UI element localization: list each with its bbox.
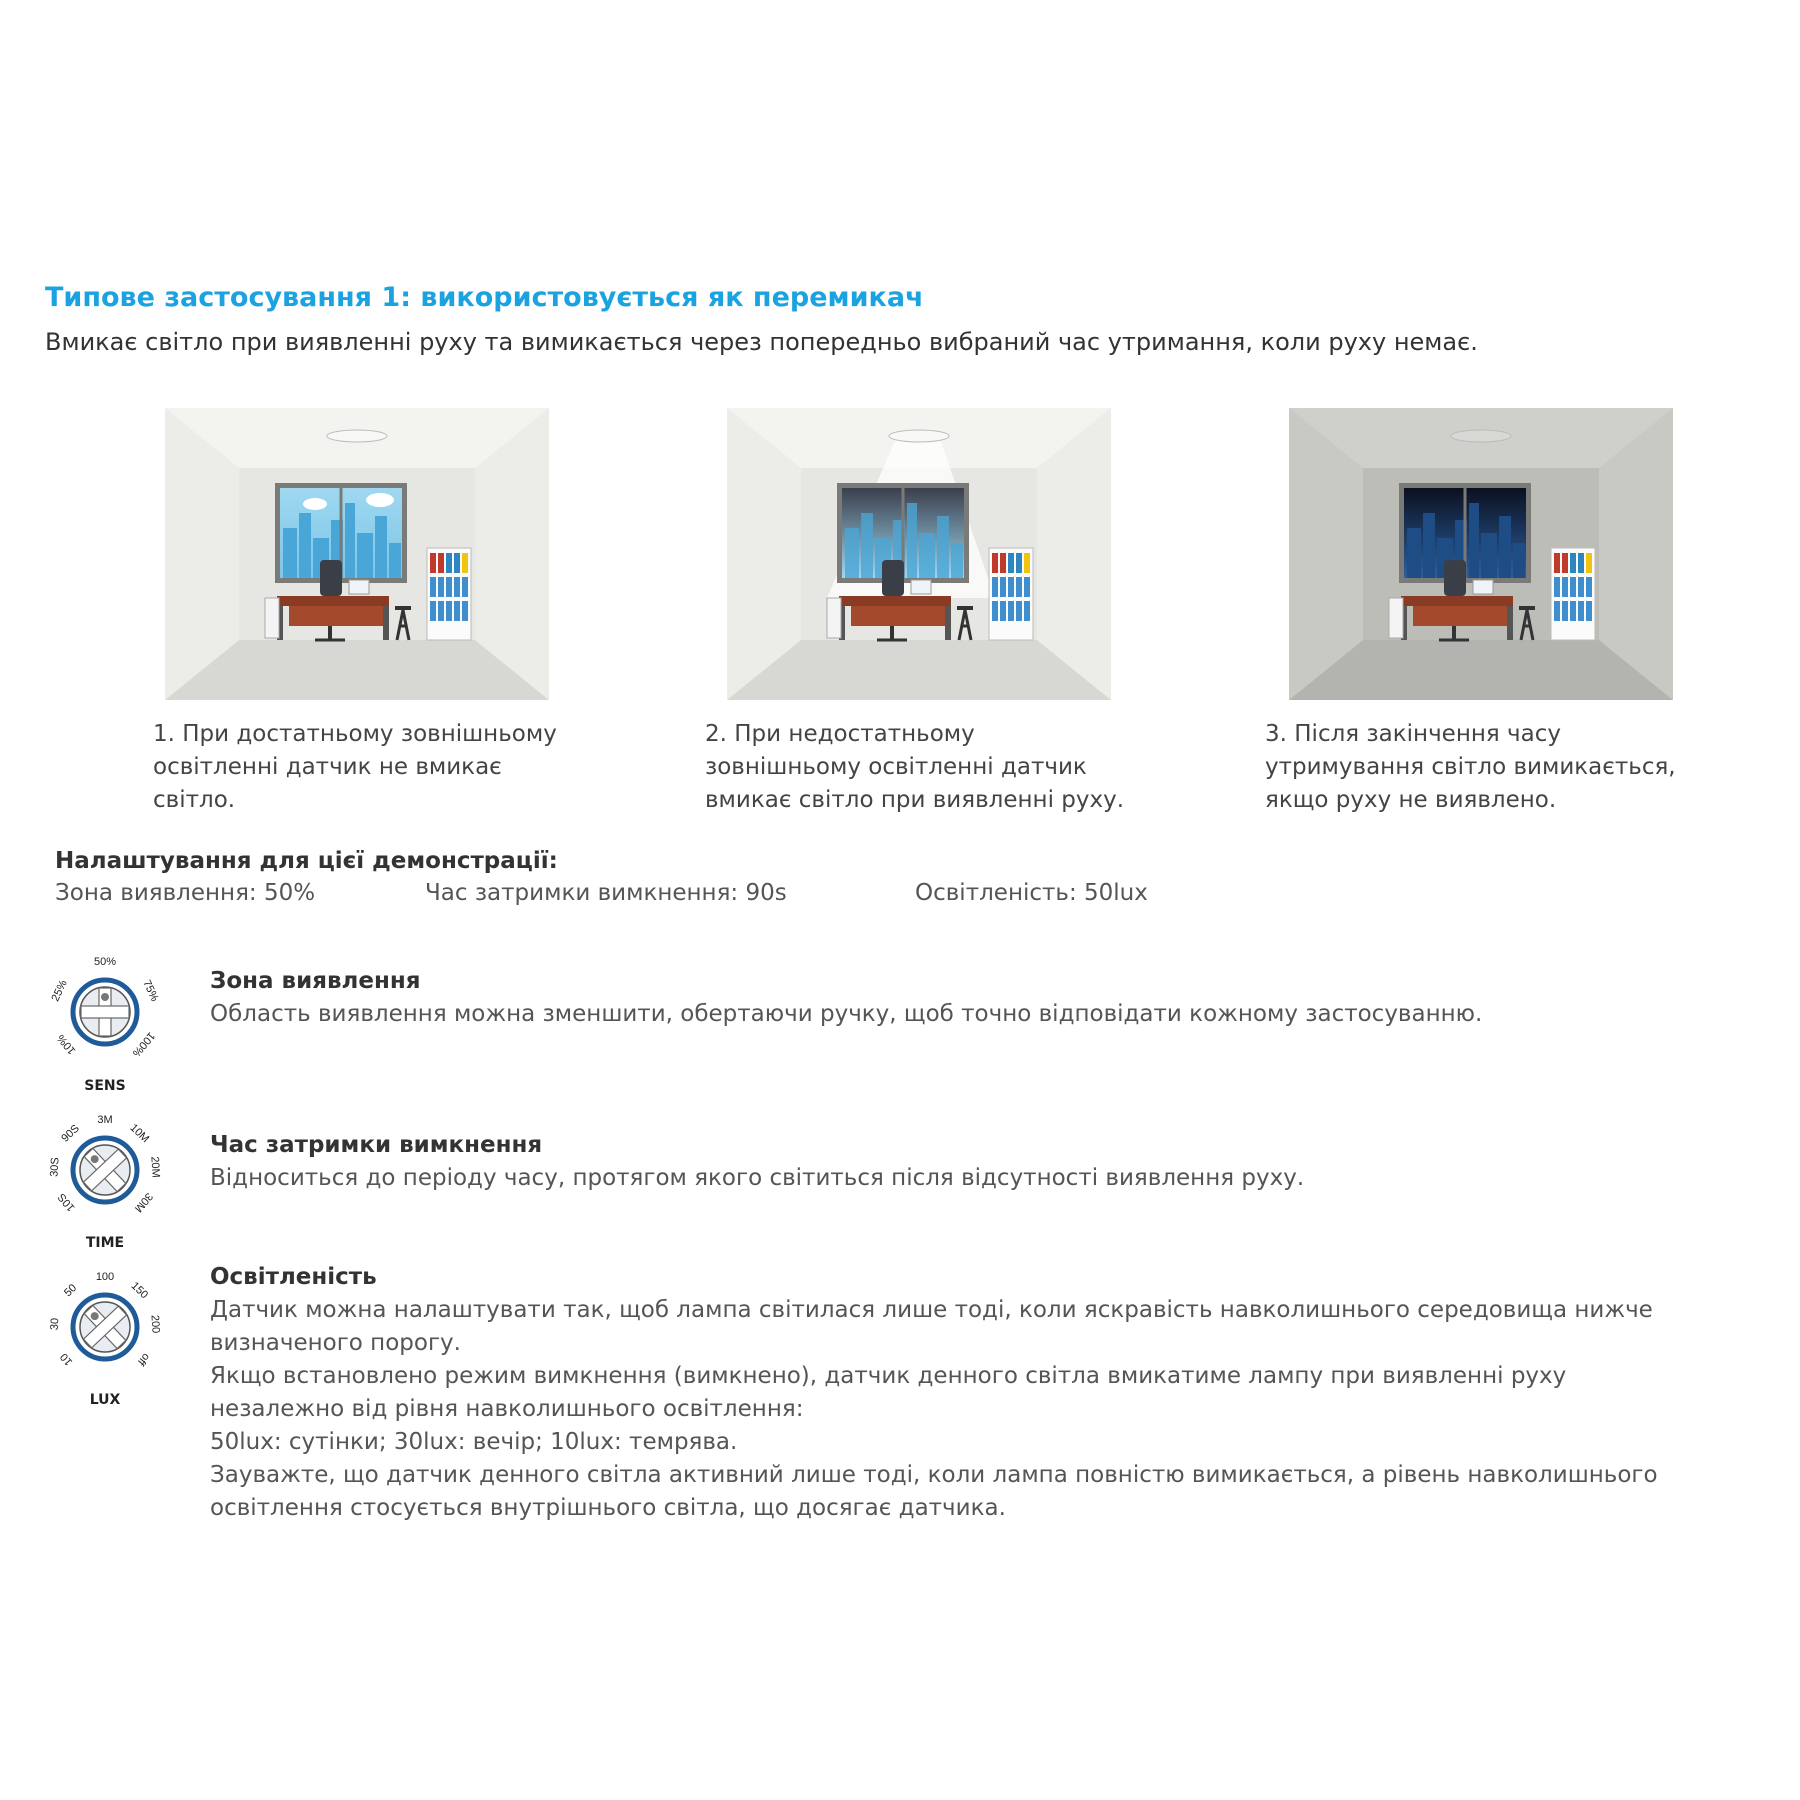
binder (1000, 601, 1006, 621)
city-building (1407, 528, 1421, 578)
binder (1016, 577, 1022, 597)
dial-tick-label: 100 (95, 1270, 115, 1283)
binder (462, 601, 468, 621)
chair-post (890, 626, 894, 640)
binder (1000, 553, 1006, 573)
dial-tick-label: 30M (131, 1190, 155, 1215)
laptop (1473, 580, 1493, 594)
binder (1570, 601, 1576, 621)
binder (454, 577, 460, 597)
binder (1554, 601, 1560, 621)
scene-caption-1: 1. При достатньому зовнішньому освітленні датчик не вмикає світло. (153, 721, 557, 813)
text-line: Область виявлення можна зменшити, обертаючи ручку, щоб точно відповідати кожному застосуванню. (210, 1001, 1483, 1027)
text-line: визначеного порогу. (210, 1330, 461, 1356)
chair-back (1444, 560, 1466, 596)
binder (1008, 577, 1014, 597)
binder (1562, 601, 1568, 621)
binder (1008, 601, 1014, 621)
city-building (389, 543, 401, 578)
binder (438, 601, 444, 621)
binder (1008, 553, 1014, 573)
binder (1024, 601, 1030, 621)
laptop (349, 580, 369, 594)
zone-feature-body (210, 998, 1670, 1031)
city-building (845, 528, 859, 578)
text-line: Датчик можна налаштувати так, щоб лампа світилася лише тоді, коли яскравість навколишнього середовища нижче (210, 1297, 1653, 1323)
binder (446, 553, 452, 573)
text-line: Якщо встановлено режим вимкнення (вимкнено), датчик денного світла вмикатиме лампу при виявленні руху (210, 1363, 1567, 1389)
chair-post (1452, 626, 1456, 640)
binder (462, 577, 468, 597)
binder (992, 553, 998, 573)
binder (1000, 577, 1006, 597)
dial-tick-label: 75% (140, 978, 161, 1004)
binder (1586, 601, 1592, 621)
binder (454, 553, 460, 573)
city-building (951, 543, 963, 578)
page-title: Типове застосування 1: використовується як перемикач (45, 282, 924, 313)
cloud (366, 493, 394, 507)
ceiling-lamp (1451, 430, 1511, 442)
city-building (919, 533, 935, 578)
desk-top (839, 596, 951, 606)
binder (1562, 553, 1568, 573)
chair-back (320, 560, 342, 596)
dial-tick-label: 200 (148, 1314, 162, 1334)
lux-dial (40, 1265, 170, 1425)
binder (430, 553, 436, 573)
binder (1570, 577, 1576, 597)
dial-tick-label: 150 (128, 1279, 151, 1302)
desk-top (1401, 596, 1513, 606)
binder (992, 577, 998, 597)
binder (1586, 553, 1592, 573)
dial-tick-label: 30 (48, 1317, 62, 1331)
binder (1024, 553, 1030, 573)
binder (1586, 577, 1592, 597)
desk-top (277, 596, 389, 606)
binder (1570, 553, 1576, 573)
settings-delay: Час затримки вимкнення: 90s (425, 880, 787, 906)
binder (1578, 553, 1584, 573)
stool-seat (1519, 606, 1535, 610)
cloud (303, 498, 327, 510)
text-line: незалежно від рівня навколишнього освітлення: (210, 1396, 804, 1422)
sens-dial-label: SENS (84, 1078, 126, 1094)
city-building (283, 528, 297, 578)
binder (1562, 577, 1568, 597)
city-building (345, 503, 355, 578)
dial-tick-label: 25% (49, 978, 70, 1004)
binder (454, 601, 460, 621)
text-line: освітлення стосується внутрішнього світла, що досягає датчика. (210, 1495, 1006, 1521)
desk-panel (289, 606, 383, 626)
lux-feature-title: Освітленість (210, 1264, 377, 1290)
scene-caption-3: 3. Після закінчення часу утримування світло вимикається, якщо руху не виявлено. (1265, 721, 1676, 813)
desk-panel (1413, 606, 1507, 626)
binder (438, 553, 444, 573)
binder (1554, 577, 1560, 597)
city-building (299, 513, 311, 578)
dial-tick-label: 90S (59, 1122, 82, 1145)
dial-tick-label: 10M (127, 1121, 152, 1146)
city-building (937, 516, 949, 578)
city-building (907, 503, 917, 578)
desk-leg (945, 606, 951, 640)
binder (1016, 601, 1022, 621)
delay-feature-title: Час затримки вимкнення (210, 1132, 543, 1158)
dial-tick-label: 10S (55, 1190, 78, 1214)
text-line: Відноситься до періоду часу, протягом якого світиться після відсутності виявлення руху. (210, 1165, 1305, 1191)
delay-feature-body (210, 1162, 1670, 1195)
text-line: 50lux: сутінки; 30lux: вечір; 10lux: темрява. (210, 1429, 738, 1455)
lux-feature-body (210, 1294, 1670, 1525)
scene-dusk-illustration (727, 408, 1111, 700)
dial-tick-label: 100% (129, 1029, 158, 1059)
settings-zone: Зона виявлення: 50% (55, 880, 316, 906)
desk-leg (383, 606, 389, 640)
desk-leg (1507, 606, 1513, 640)
dial-tick-label: 10% (54, 1031, 79, 1057)
binder (438, 577, 444, 597)
scene-night-illustration (1289, 408, 1673, 700)
chair-back (882, 560, 904, 596)
binder (1578, 601, 1584, 621)
stool-seat (957, 606, 973, 610)
city-building (375, 516, 387, 578)
city-building (1469, 503, 1479, 578)
zone-feature-title: Зона виявлення (210, 968, 421, 994)
drawer-cabinet (265, 598, 279, 638)
scene-caption-2: 2. При недостатньому зовнішньому освітленні датчик вмикає світло при виявленні руху. (705, 721, 1125, 813)
city-building (861, 513, 873, 578)
binder (430, 577, 436, 597)
lux-dial-label: LUX (89, 1392, 121, 1408)
binder (446, 577, 452, 597)
ceiling-lamp (327, 430, 387, 442)
city-building (1481, 533, 1497, 578)
city-building (1423, 513, 1435, 578)
text-line: Зауважте, що датчик денного світла активний лише тоді, коли лампа повністю вимикається, а рівень навколишнього (210, 1462, 1658, 1488)
binder (1578, 577, 1584, 597)
binder (446, 601, 452, 621)
dial-tick-label: off (134, 1350, 152, 1368)
dial-tick-label: 20M (148, 1156, 162, 1179)
drawer-cabinet (827, 598, 841, 638)
dial-tick-label: 3M (97, 1113, 113, 1126)
dial-tick-label: 50% (93, 955, 117, 968)
settings-lux: Освітленість: 50lux (915, 880, 1148, 906)
binder (462, 553, 468, 573)
city-building (357, 533, 373, 578)
time-dial-label: TIME (85, 1235, 125, 1251)
sens-dial (40, 950, 170, 1110)
dial-tick-label: 10 (58, 1350, 76, 1368)
settings-heading: Налаштування для цієї демонстрації: (55, 848, 558, 874)
city-building (1499, 516, 1511, 578)
dial-tick-label: 30S (48, 1156, 62, 1178)
binder (992, 601, 998, 621)
laptop (911, 580, 931, 594)
stool-seat (395, 606, 411, 610)
binder (1016, 553, 1022, 573)
ceiling-lamp (889, 430, 949, 442)
desk-panel (851, 606, 945, 626)
scene-day-illustration (165, 408, 549, 700)
binder (1024, 577, 1030, 597)
binder (430, 601, 436, 621)
city-building (1513, 543, 1525, 578)
dial-tick-label: 50 (62, 1281, 80, 1300)
page-subtitle: Вмикає світло при виявленні руху та вимикається через попередньо вибраний час утримання, коли руху немає. (45, 328, 1478, 356)
binder (1554, 553, 1560, 573)
time-dial (40, 1108, 170, 1268)
drawer-cabinet (1389, 598, 1403, 638)
chair-post (328, 626, 332, 640)
